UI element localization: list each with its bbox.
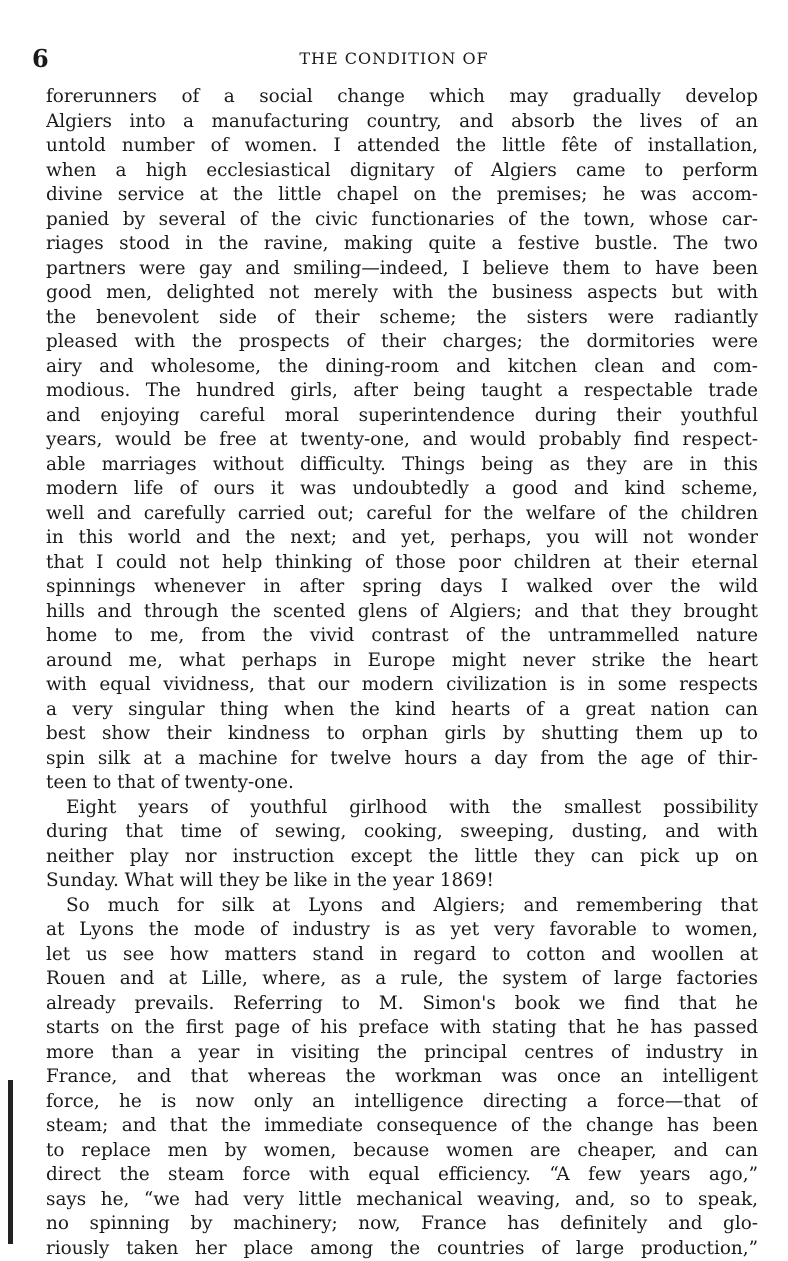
page-number: 6: [32, 44, 49, 74]
paragraph-start-line: Eight years of youthful girlhood with the smallest possibility: [46, 796, 758, 821]
text-line: during that time of sewing, cooking, sweeping, dusting, and with: [46, 820, 758, 845]
paragraph-start-line: So much for silk at Lyons and Algiers; and remembering that: [46, 894, 758, 919]
page-header: [30, 44, 758, 74]
text-line: that I could not help thinking of those poor children at their eternal: [46, 551, 758, 576]
text-line: neither play nor instruction except the little they can pick up on: [46, 845, 758, 870]
running-title: THE CONDITION OF: [30, 44, 758, 74]
text-line: riages stood in the ravine, making quite a festive bustle. The two: [46, 232, 758, 257]
text-line: a very singular thing when the kind hearts of a great nation can: [46, 698, 758, 723]
paragraph-end-line: Sunday. What will they be like in the year 1869!: [46, 869, 758, 894]
text-line: and enjoying careful moral superintendence during their youthful: [46, 404, 758, 429]
text-line: says he, “we had very little mechanical weaving, and, so to speak,: [46, 1188, 758, 1213]
text-line: to replace men by women, because women are cheaper, and can: [46, 1139, 758, 1164]
text-line: Algiers into a manufacturing country, and absorb the lives of an: [46, 110, 758, 135]
text-line: years, would be free at twenty-one, and would probably find respect-: [46, 428, 758, 453]
text-line: good men, delighted not merely with the business aspects but with: [46, 281, 758, 306]
text-line: spinnings whenever in after spring days I walked over the wild: [46, 575, 758, 600]
text-line: more than a year in visiting the principal centres of industry in: [46, 1041, 758, 1066]
text-line: able marriages without difficulty. Things being as they are in this: [46, 453, 758, 478]
text-line: partners were gay and smiling—indeed, I believe them to have been: [46, 257, 758, 282]
text-line: riously taken her place among the countries of large production,”: [46, 1237, 758, 1261]
text-line: panied by several of the civic functionaries of the town, whose car-: [46, 208, 758, 233]
text-line: Rouen and at Lille, where, as a rule, the system of large factories: [46, 967, 758, 992]
page-edge-rule: [8, 1080, 13, 1244]
text-line: steam; and that the immediate consequence of the change has been: [46, 1114, 758, 1139]
text-line: divine service at the little chapel on the premises; he was accom-: [46, 183, 758, 208]
text-line: starts on the first page of his preface with stating that he has passed: [46, 1016, 758, 1041]
text-line: forerunners of a social change which may gradually develop: [46, 85, 758, 110]
text-line: hills and through the scented glens of Algiers; and that they brought: [46, 600, 758, 625]
text-line: best show their kindness to orphan girls by shutting them up to: [46, 722, 758, 747]
text-line: modious. The hundred girls, after being taught a respectable trade: [46, 379, 758, 404]
text-line: pleased with the prospects of their charges; the dormitories were: [46, 330, 758, 355]
text-line: force, he is now only an intelligence directing a force—that of: [46, 1090, 758, 1115]
text-line: in this world and the next; and yet, perhaps, you will not wonder: [46, 526, 758, 551]
text-line: the benevolent side of their scheme; the sisters were radiantly: [46, 306, 758, 331]
text-line: home to me, from the vivid contrast of the untrammelled nature: [46, 624, 758, 649]
text-line: already prevails. Referring to M. Simon's book we find that he: [46, 992, 758, 1017]
text-line: airy and wholesome, the dining-room and kitchen clean and com-: [46, 355, 758, 380]
paragraph-end-line: teen to that of twenty-one.: [46, 771, 758, 796]
text-line: let us see how matters stand in regard to cotton and woollen at: [46, 943, 758, 968]
text-line: well and carefully carried out; careful for the welfare of the children: [46, 502, 758, 527]
body-text: [46, 85, 758, 1261]
text-line: with equal vividness, that our modern civilization is in some respects: [46, 673, 758, 698]
text-line: spin silk at a machine for twelve hours a day from the age of thir-: [46, 747, 758, 772]
text-line: around me, what perhaps in Europe might never strike the heart: [46, 649, 758, 674]
text-line: France, and that whereas the workman was once an intelligent: [46, 1065, 758, 1090]
text-line: no spinning by machinery; now, France has definitely and glo-: [46, 1212, 758, 1237]
text-line: modern life of ours it was undoubtedly a good and kind scheme,: [46, 477, 758, 502]
text-line: when a high ecclesiastical dignitary of Algiers came to perform: [46, 159, 758, 184]
text-line: at Lyons the mode of industry is as yet very favorable to women,: [46, 918, 758, 943]
text-line: untold number of women. I attended the little fête of installation,: [46, 134, 758, 159]
text-line: direct the steam force with equal efficiency. “A few years ago,”: [46, 1163, 758, 1188]
